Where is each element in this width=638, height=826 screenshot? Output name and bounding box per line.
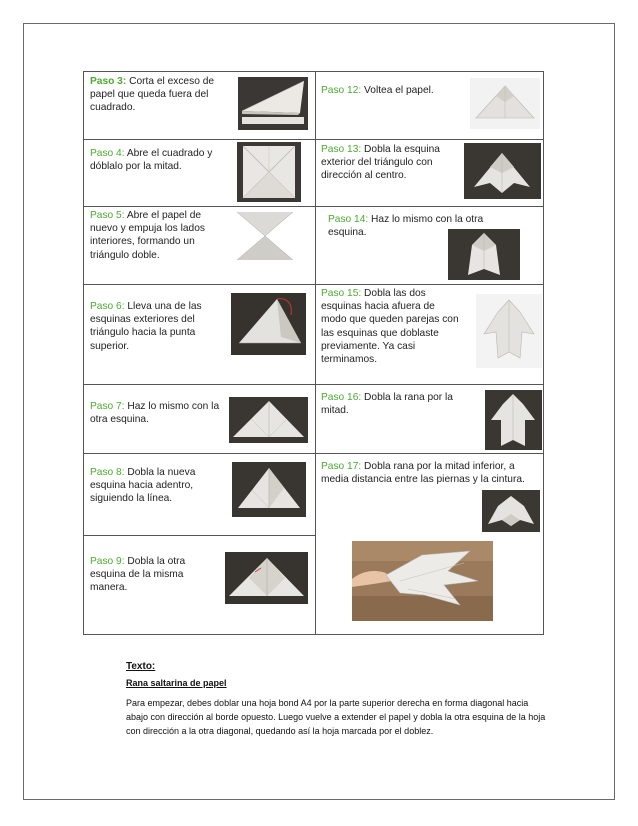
table-row-divider — [83, 284, 544, 285]
step-text: Dobla las dos esquinas hacia afuera de modo que queden parejas con las esquinas que doblaste previamente. Ya casi terminamos. — [321, 288, 459, 366]
photo-finished-frog — [352, 541, 493, 621]
step-text: Dobla rana por la mitad inferior, a media distancia entre las piernas y la cintura. — [321, 461, 525, 486]
photo-step-9 — [225, 552, 308, 604]
step-text: Haz lo mismo con la otra esquina. — [90, 401, 220, 426]
step-9 — [90, 555, 215, 595]
step-13 — [321, 143, 461, 183]
photo-step-12 — [470, 78, 540, 129]
step-label: Paso 8: — [90, 467, 125, 478]
step-label: Paso 16: — [321, 392, 362, 403]
step-text: Abre el cuadrado y dóblalo por la mitad. — [90, 148, 213, 173]
step-3 — [90, 75, 232, 115]
photo-step-13 — [464, 143, 541, 199]
photo-step-16 — [485, 390, 542, 450]
table-row-divider — [83, 206, 544, 207]
step-label: Paso 17: — [321, 461, 362, 472]
step-label: Paso 5: — [90, 210, 125, 221]
text-title: Rana saltarina de papel — [126, 678, 227, 688]
photo-step-6 — [231, 293, 306, 355]
photo-step-8 — [232, 462, 306, 517]
step-15 — [321, 287, 461, 366]
step-16 — [321, 391, 471, 417]
photo-step-15 — [476, 294, 542, 368]
step-label: Paso 12: — [321, 85, 362, 96]
photo-step-7 — [229, 397, 308, 443]
step-label: Paso 4: — [90, 148, 125, 159]
step-label: Paso 6: — [90, 301, 125, 312]
photo-step-14 — [448, 229, 520, 280]
step-text: Dobla la esquina exterior del triángulo con dirección al centro. — [321, 144, 440, 182]
table-row-divider — [83, 453, 544, 454]
step-4 — [90, 147, 232, 173]
step-text: Abre el papel de nuevo y empuja los lados interiores, formando un triángulo doble. — [90, 210, 205, 261]
step-5 — [90, 209, 225, 262]
step-17 — [321, 460, 533, 486]
photo-step-5 — [229, 210, 301, 262]
text-section — [126, 661, 546, 738]
step-12 — [321, 84, 471, 97]
table-row-divider — [83, 535, 315, 536]
step-7 — [90, 400, 225, 426]
step-label: Paso 14: — [328, 214, 369, 225]
table-row-divider — [83, 384, 544, 385]
step-8 — [90, 466, 225, 506]
step-label: Paso 13: — [321, 144, 362, 155]
step-text: Haz lo mismo con la otra esquina. — [328, 214, 484, 239]
step-text: Dobla la otra esquina de la misma manera. — [90, 556, 186, 594]
photo-step-4 — [237, 142, 301, 202]
step-text: Dobla la rana por la mitad. — [321, 392, 453, 417]
step-6 — [90, 300, 225, 353]
step-text: Corta el exceso de papel que queda fuera del cuadrado. — [90, 76, 215, 114]
step-label: Paso 7: — [90, 401, 125, 412]
step-label: Paso 9: — [90, 556, 125, 567]
text-heading: Texto: — [126, 661, 156, 672]
photo-step-17 — [482, 490, 540, 532]
text-paragraph: Para empezar, debes doblar una hoja bond A4 por la parte superior derecha en forma diagonal hacia abajo con dirección al borde opuesto. Luego vuelve a extender el papel y dobla la otra esquina de la hoja con dirección a la otra diagonal, quedando así la hoja marcada por el doblez. — [126, 698, 546, 736]
table-column-divider — [315, 71, 316, 635]
step-text: Voltea el papel. — [361, 85, 434, 96]
step-label: Paso 15: — [321, 288, 362, 299]
step-text: Lleva una de las esquinas exteriores del triángulo hacia la punta superior. — [90, 301, 202, 352]
table-row-divider — [83, 139, 544, 140]
photo-step-3 — [238, 77, 308, 130]
step-text: Dobla la nueva esquina hacia adentro, siguiendo la línea. — [90, 467, 196, 505]
step-label: Paso 3: — [90, 76, 127, 87]
